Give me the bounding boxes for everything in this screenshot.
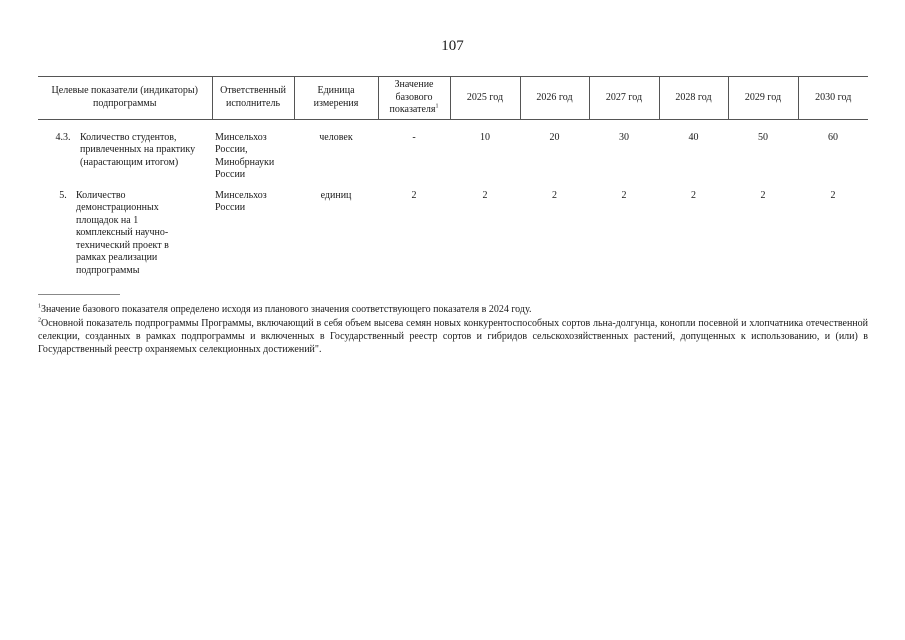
header-base (378, 77, 450, 120)
header-2030: 2030 год (798, 77, 868, 120)
footnote-text: Основной показатель подпрограммы Программы, включающий в себя объем высева семян новых конкурентоспособных сортов льна-долгунца, конопли посевной и хлопчатника отечественной селекции, созданных в рамках подпрограммы и включенных в Государственный реестр сортов и гибридов сельскохозяйственных растений, допущенных к использованию, и (или) в Государственный реестр охраняемых селекционных достижений". (38, 318, 868, 355)
table-header-row (38, 77, 868, 120)
row-value-2026: 2 (552, 189, 557, 201)
row-unit: единиц (320, 189, 352, 201)
header-2026: 2026 год (520, 77, 589, 120)
row-value-2025: 10 (480, 131, 490, 143)
indicators-table (38, 76, 868, 277)
footnote-ref-1: 1 (435, 103, 439, 110)
footnote-separator (38, 294, 120, 295)
row-value-2028: 40 (688, 131, 699, 143)
row-indicator-name: Количество демонстрационных площадок на 1 комплексный научно-технический проект в рамках реализации подпрограммы (76, 189, 169, 276)
row-value-2029: 2 (760, 189, 766, 201)
page-number: 107 (441, 38, 464, 54)
row-number: 4.3. (55, 131, 71, 143)
header-unit: Единица измерения (294, 77, 378, 120)
header-2025: 2025 год (450, 77, 520, 120)
table-row (38, 132, 868, 190)
row-base-value: 2 (411, 189, 417, 201)
row-number: 5. (59, 189, 67, 201)
row-base-value: - (412, 131, 416, 143)
footnote-2 (38, 317, 868, 356)
row-value-2029: 50 (758, 131, 768, 143)
header-base-label: Значение базового показателя (389, 79, 436, 115)
header-executor: Ответственный исполнитель (212, 77, 294, 120)
row-value-2030: 2 (830, 189, 836, 201)
row-executor: Минсельхоз России, Минобрнауки России (215, 131, 275, 180)
header-2029: 2029 год (728, 77, 798, 120)
footnote-mark: 1 (38, 303, 41, 310)
row-indicator-name: Количество студентов, привлеченных на практику (нарастающим итогом) (80, 131, 196, 168)
row-value-2026: 20 (549, 131, 560, 143)
header-2027: 2027 год (589, 77, 659, 120)
footnote-mark: 2 (38, 317, 41, 324)
row-executor: Минсельхоз России (215, 189, 267, 213)
row-value-2025: 2 (482, 189, 488, 201)
row-unit: человек (319, 131, 353, 143)
row-value-2027: 2 (621, 189, 627, 201)
header-2028: 2028 год (659, 77, 728, 120)
row-value-2027: 30 (619, 131, 629, 143)
header-indicator: Целевые показатели (индикаторы) подпрограммы (38, 77, 212, 120)
footnote-1 (38, 303, 868, 316)
table-row (38, 190, 868, 278)
row-value-2028: 2 (691, 189, 696, 201)
footnotes (38, 303, 868, 357)
row-value-2030: 60 (828, 131, 838, 143)
footnote-text: Значение базового показателя определено исходя из планового значения соответствующего показателя в 2024 году. (41, 304, 532, 315)
